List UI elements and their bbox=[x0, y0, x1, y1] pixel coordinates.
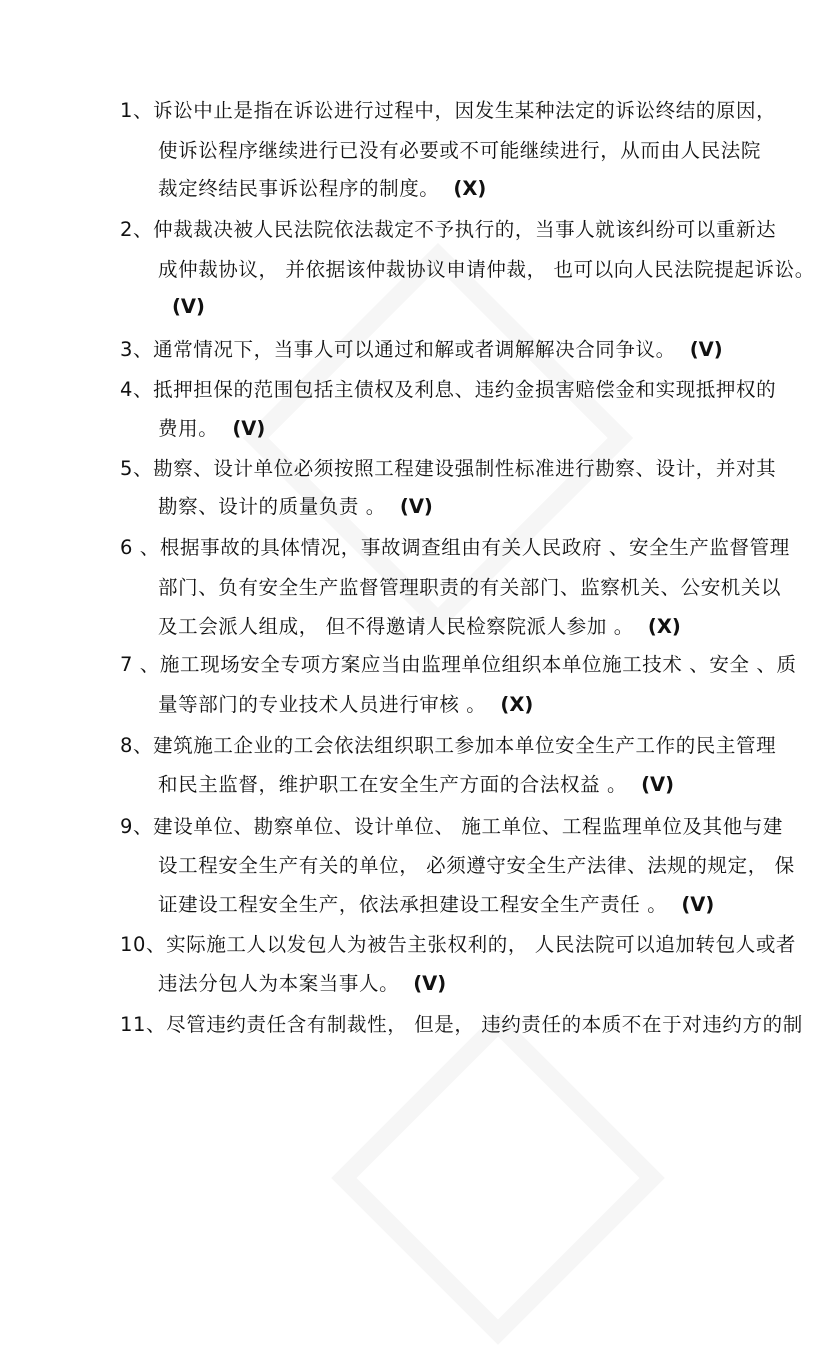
answer-mark: (V) bbox=[232, 417, 266, 440]
question-number: 2、 bbox=[120, 218, 154, 241]
question-text: 实际施工人以发包人为被告主张权利的， 人民法院可以追加转包人或者 bbox=[166, 933, 797, 956]
question-number: 4、 bbox=[120, 378, 154, 401]
question-line-first bbox=[120, 814, 783, 840]
answer-mark: (V) bbox=[641, 773, 675, 796]
question-line-first bbox=[120, 377, 776, 403]
question-text: 成仲裁协议， 并依据该仲裁协议申请仲裁， 也可以向人民法院提起诉讼。 bbox=[158, 258, 815, 281]
question-text: 诉讼中止是指在诉讼进行过程中，因发生某种法定的诉讼终结的原因， bbox=[153, 99, 777, 122]
question-number: 3、 bbox=[120, 338, 154, 361]
question-text: 和民主监督，维护职工在安全生产方面的合法权益 。 bbox=[158, 773, 628, 796]
question-text: 违法分包人为本案当事人。 bbox=[158, 972, 400, 995]
question-text: 量等部门的专业技术人员进行审核 。 bbox=[158, 693, 487, 716]
answer-mark: (X) bbox=[500, 693, 534, 716]
question-text: 勘察、设计的质量负责 。 bbox=[158, 495, 386, 518]
question-text: 施工现场安全专项方案应当由监理单位组织本单位施工技术 、安全 、质 bbox=[159, 653, 797, 676]
question-line-continued bbox=[158, 257, 815, 283]
question-line-continued bbox=[158, 494, 433, 520]
question-number: 1、 bbox=[120, 99, 154, 122]
question-line-first bbox=[120, 337, 723, 363]
question-number: 8、 bbox=[120, 734, 154, 757]
answer-mark: (V) bbox=[681, 893, 715, 916]
question-line-continued bbox=[158, 614, 681, 640]
question-text: 使诉讼程序继续进行已没有必要或不可能继续进行，从而由人民法院 bbox=[158, 139, 762, 162]
question-text: 设工程安全生产有关的单位， 必须遵守安全生产法律、法规的规定， 保 bbox=[158, 854, 795, 877]
question-line-continued bbox=[158, 853, 795, 879]
question-text: 部门、负有安全生产监督管理职责的有关部门、监察机关、公安机关以 bbox=[158, 576, 782, 599]
question-line-first bbox=[120, 535, 790, 561]
question-text: 仲裁裁决被人民法院依法裁定不予执行的，当事人就该纠纷可以重新达 bbox=[153, 218, 777, 241]
question-number: 10、 bbox=[120, 933, 167, 956]
question-text: 勘察、设计单位必须按照工程建设强制性标准进行勘察、设计，并对其 bbox=[153, 457, 777, 480]
question-line-first bbox=[120, 932, 796, 958]
answer-mark: (V) bbox=[399, 495, 433, 518]
answer-mark: (V) bbox=[413, 972, 447, 995]
question-line-continued bbox=[158, 176, 486, 202]
question-line-first bbox=[120, 98, 776, 124]
question-line-continued bbox=[158, 692, 533, 718]
answer-mark: (V) bbox=[172, 295, 205, 318]
question-text: 抵押担保的范围包括主债权及利息、违约金损害赔偿金和实现抵押权的 bbox=[153, 378, 777, 401]
question-line-first bbox=[120, 652, 797, 678]
answer-mark: (X) bbox=[647, 615, 681, 638]
question-number: 9、 bbox=[120, 815, 154, 838]
question-text: 建设单位、勘察单位、设计单位、 施工单位、工程监理单位及其他与建 bbox=[153, 815, 784, 838]
question-text: 裁定终结民事诉讼程序的制度。 bbox=[158, 177, 440, 200]
answer-mark: (V) bbox=[689, 338, 723, 361]
question-line-first bbox=[120, 456, 776, 482]
question-text: 尽管违约责任含有制裁性， 但是， 违约责任的本质不在于对违约方的制 bbox=[166, 1013, 803, 1036]
answer-mark: (X) bbox=[453, 177, 487, 200]
question-line-first bbox=[120, 217, 776, 243]
question-text: 根据事故的具体情况，事故调查组由有关人民政府 、安全生产监督管理 bbox=[159, 536, 790, 559]
question-line-continued bbox=[158, 416, 265, 442]
question-number: 11、 bbox=[120, 1013, 167, 1036]
question-line-first bbox=[120, 733, 776, 759]
question-line-continued bbox=[158, 892, 714, 918]
question-text: 及工会派人组成， 但不得邀请人民检察院派人参加 。 bbox=[158, 615, 634, 638]
question-text: 通常情况下，当事人可以通过和解或者调解解决合同争议。 bbox=[153, 338, 676, 361]
question-line-continued bbox=[172, 294, 205, 320]
question-text: 证建设工程安全生产，依法承担建设工程安全生产责任 。 bbox=[158, 893, 668, 916]
question-line-continued bbox=[158, 971, 446, 997]
question-line-first bbox=[120, 1012, 803, 1038]
question-line-continued bbox=[158, 772, 674, 798]
question-number: 5、 bbox=[120, 457, 154, 480]
question-text: 建筑施工企业的工会依法组织职工参加本单位安全生产工作的民主管理 bbox=[153, 734, 777, 757]
question-line-continued bbox=[158, 575, 781, 601]
question-text: 费用。 bbox=[158, 417, 219, 440]
watermark bbox=[331, 1011, 665, 1345]
question-number: 6 、 bbox=[120, 536, 160, 559]
question-line-continued bbox=[158, 138, 761, 164]
question-number: 7 、 bbox=[120, 653, 160, 676]
